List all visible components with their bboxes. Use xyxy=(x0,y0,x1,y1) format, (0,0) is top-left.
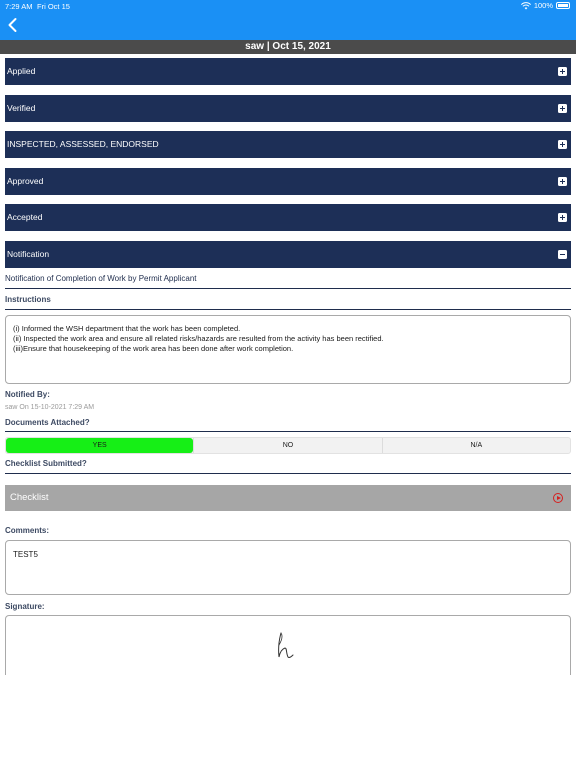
instruction-line: (ii) Inspected the work area and ensure all related risks/hazards are resulted from the activity has been rectified. xyxy=(13,334,384,343)
documents-attached-selector[interactable] xyxy=(5,437,571,454)
instruction-line: (i) Informed the WSH department that the work has been completed. xyxy=(13,324,241,333)
chevron-left-icon[interactable] xyxy=(6,17,20,33)
plus-icon[interactable] xyxy=(558,67,567,76)
section-label: Notification xyxy=(7,249,50,259)
section-label: Verified xyxy=(7,103,36,113)
section-notification[interactable] xyxy=(5,241,571,268)
option-na[interactable]: N/A xyxy=(470,442,483,449)
notification-subtitle: Notification of Completion of Work by Permit Applicant xyxy=(5,274,197,283)
section-label: Applied xyxy=(7,66,36,76)
checklist-submitted-label: Checklist Submitted? xyxy=(5,459,87,468)
section-approved[interactable] xyxy=(5,168,571,195)
battery-percent: 100% xyxy=(533,1,553,10)
documents-attached-label: Documents Attached? xyxy=(5,418,90,427)
play-circle-icon[interactable] xyxy=(553,493,563,503)
signature-drawing xyxy=(272,630,296,662)
option-yes[interactable]: YES xyxy=(6,438,193,453)
section-label: INSPECTED, ASSESSED, ENDORSED xyxy=(7,139,159,149)
battery-icon xyxy=(556,2,570,9)
signature-label: Signature: xyxy=(5,602,45,611)
status-time: 7:29 AM xyxy=(5,2,33,11)
divider xyxy=(5,473,571,474)
status-date: Fri Oct 15 xyxy=(37,2,70,11)
plus-icon[interactable] xyxy=(558,104,567,113)
option-no[interactable]: NO xyxy=(193,438,382,453)
checklist-button[interactable] xyxy=(5,485,571,511)
section-applied[interactable] xyxy=(5,58,571,85)
plus-icon[interactable] xyxy=(558,140,567,149)
divider xyxy=(5,309,571,310)
instructions-box xyxy=(5,315,571,384)
page-title: saw | Oct 15, 2021 xyxy=(0,40,576,54)
plus-icon[interactable] xyxy=(558,177,567,186)
section-accepted[interactable] xyxy=(5,204,571,231)
notified-by-value: saw On 15-10-2021 7:29 AM xyxy=(5,404,95,411)
divider xyxy=(5,431,571,432)
status-indicators xyxy=(521,1,570,10)
instructions-label: Instructions xyxy=(5,295,51,304)
plus-icon[interactable] xyxy=(558,213,567,222)
section-inspected[interactable] xyxy=(5,131,571,158)
navigation-bar xyxy=(0,0,576,40)
section-verified[interactable] xyxy=(5,95,571,122)
checklist-label: Checklist xyxy=(10,492,49,503)
notified-by-label: Notified By: xyxy=(5,390,50,399)
divider xyxy=(5,288,571,289)
section-label: Accepted xyxy=(7,212,43,222)
minus-icon[interactable] xyxy=(558,250,567,259)
wifi-icon xyxy=(521,2,531,10)
instruction-line: (iii)Ensure that housekeeping of the work area has been done after work completion. xyxy=(13,344,294,353)
comments-field[interactable]: TEST5 xyxy=(5,540,571,595)
comments-label: Comments: xyxy=(5,526,50,535)
section-label: Approved xyxy=(7,176,44,186)
